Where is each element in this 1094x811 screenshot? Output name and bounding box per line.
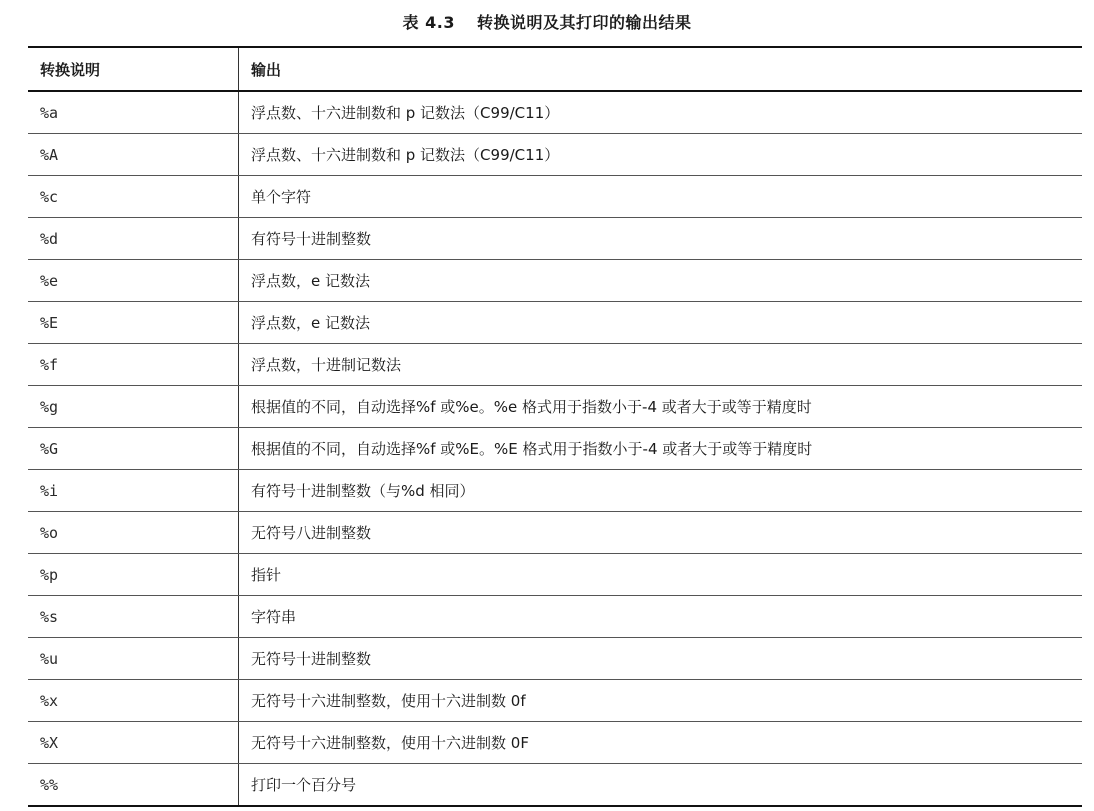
table-row [28, 260, 1082, 302]
specifier-cell: %o [28, 512, 239, 554]
table-row [28, 91, 1082, 134]
output-cell: 无符号十六进制整数，使用十六进制数 0F [239, 722, 1083, 764]
specifier-cell: %d [28, 218, 239, 260]
table-row [28, 218, 1082, 260]
table-title: 转换说明及其打印的输出结果 [476, 13, 692, 32]
table-row [28, 302, 1082, 344]
specifier-cell: %f [28, 344, 239, 386]
table-caption [0, 10, 1094, 33]
specifier-cell: %X [28, 722, 239, 764]
table-row [28, 344, 1082, 386]
specifier-cell: %x [28, 680, 239, 722]
specifier-cell: %c [28, 176, 239, 218]
output-cell: 单个字符 [239, 176, 1083, 218]
conversion-specifier-table [28, 46, 1082, 807]
table-header-row [28, 47, 1082, 91]
specifier-cell: %A [28, 134, 239, 176]
output-cell: 浮点数，e 记数法 [239, 260, 1083, 302]
specifier-cell: %% [28, 764, 239, 807]
specifier-cell: %E [28, 302, 239, 344]
specifier-cell: %g [28, 386, 239, 428]
specifier-cell: %i [28, 470, 239, 512]
specifier-cell: %e [28, 260, 239, 302]
table-row [28, 596, 1082, 638]
column-header-output: 输出 [251, 60, 282, 79]
table-row [28, 512, 1082, 554]
table-row [28, 554, 1082, 596]
output-cell: 字符串 [239, 596, 1083, 638]
output-cell: 浮点数，十进制记数法 [239, 344, 1083, 386]
output-cell: 浮点数、十六进制数和 p 记数法（C99/C11） [239, 91, 1083, 134]
output-cell: 无符号十六进制整数，使用十六进制数 0f [239, 680, 1083, 722]
specifier-cell: %a [28, 91, 239, 134]
specifier-cell: %p [28, 554, 239, 596]
output-cell: 无符号八进制整数 [239, 512, 1083, 554]
specifier-cell: %u [28, 638, 239, 680]
table-row [28, 176, 1082, 218]
output-cell: 浮点数，e 记数法 [239, 302, 1083, 344]
specifier-cell: %s [28, 596, 239, 638]
table-row [28, 470, 1082, 512]
specifier-cell: %G [28, 428, 239, 470]
output-cell: 有符号十进制整数（与%d 相同） [239, 470, 1083, 512]
output-cell: 打印一个百分号 [239, 764, 1083, 807]
table-row [28, 764, 1082, 807]
output-cell: 无符号十进制整数 [239, 638, 1083, 680]
output-cell: 根据值的不同，自动选择%f 或%E。%E 格式用于指数小于-4 或者大于或等于精度时 [239, 428, 1083, 470]
table-row [28, 134, 1082, 176]
output-cell: 根据值的不同，自动选择%f 或%e。%e 格式用于指数小于-4 或者大于或等于精度时 [239, 386, 1083, 428]
table-row [28, 722, 1082, 764]
column-header-specifier: 转换说明 [28, 47, 239, 91]
output-cell: 有符号十进制整数 [239, 218, 1083, 260]
output-cell: 指针 [239, 554, 1083, 596]
table-row [28, 428, 1082, 470]
table-row [28, 386, 1082, 428]
table-row [28, 680, 1082, 722]
table-number: 表 4.3 [402, 13, 455, 32]
output-cell: 浮点数、十六进制数和 p 记数法（C99/C11） [239, 134, 1083, 176]
table-row [28, 638, 1082, 680]
table-body [28, 91, 1082, 806]
